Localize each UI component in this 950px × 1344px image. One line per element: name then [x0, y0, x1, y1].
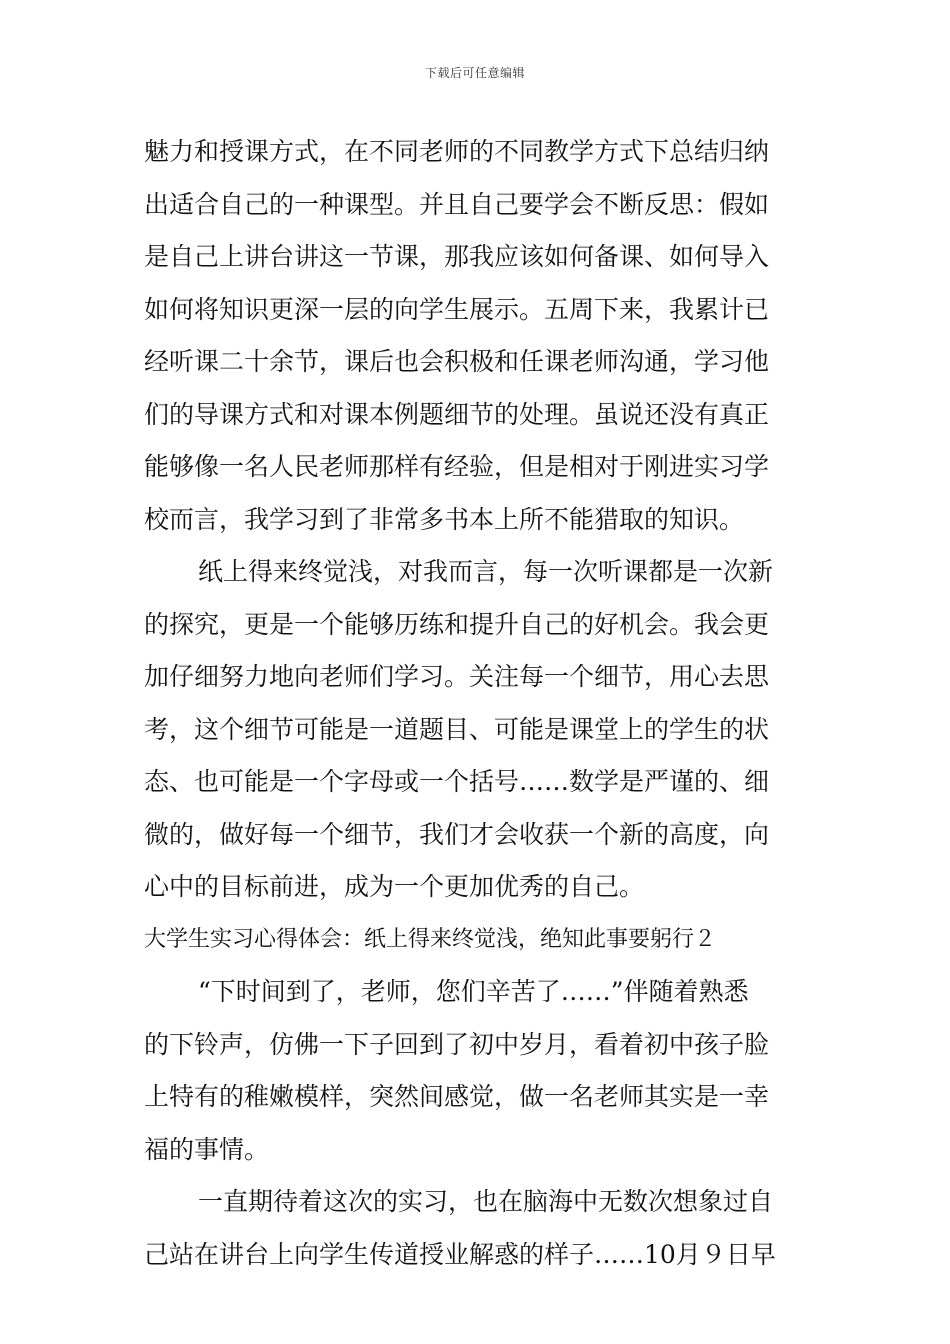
text-line: 福的事情。 — [144, 1134, 270, 1164]
text-line: 的探究，更是一个能够历练和提升自己的好机会。我会更 — [144, 609, 770, 639]
text-line: 态、也可能是一个字母或一个括号……数学是严谨的、细 — [144, 767, 770, 796]
paragraph-start-line: 一直期待着这次的实习，也在脑海中无数次想象过自 — [198, 1187, 774, 1216]
text-line: 校而言，我学习到了非常多书本上所不能猎取的知识。 — [144, 504, 745, 534]
text-line: 是自己上讲台讲这一节课，那我应该如何备课、如何导入 — [144, 242, 770, 271]
text-line: 己站在讲台上向学生传道授业解惑的样子……10月９日早 — [144, 1239, 776, 1269]
paragraph-start-line: 纸上得来终觉浅，对我而言，每一次听课都是一次新 — [198, 557, 774, 586]
text-line: 的下铃声，仿佛一下子回到了初中岁月，看着初中孩子脸 — [144, 1029, 770, 1059]
text-line: 们的导课方式和对课本例题细节的处理。虽说还没有真正 — [144, 399, 770, 429]
paragraph-start-line: “下时间到了，老师，您们辛苦了……”伴随着熟悉 — [198, 977, 749, 1006]
text-line: 考，这个细节可能是一道题目、可能是课堂上的学生的状 — [144, 714, 770, 744]
text-line: 心中的目标前进，成为一个更加优秀的自己。 — [144, 872, 645, 901]
section-title: 大学生实习心得体会：纸上得来终觉浅，绝知此事要躬行２ — [144, 926, 717, 952]
text-line: 如何将知识更深一层的向学生展示。五周下来，我累计已 — [144, 294, 770, 324]
text-line: 微的，做好每一个细节，我们才会收获一个新的高度，向 — [144, 819, 770, 849]
text-line: 能够像一名人民老师那样有经验，但是相对于刚进实习学 — [144, 452, 770, 481]
text-line: 加仔细努力地向老师们学习。关注每一个细节，用心去思 — [144, 662, 770, 691]
text-line: 上特有的稚嫩模样，突然间感觉，做一名老师其实是一幸 — [144, 1082, 770, 1111]
text-line: 出适合自己的一种课型。并且自己要学会不断反思：假如 — [144, 189, 770, 219]
text-line: 经听课二十余节，课后也会积极和任课老师沟通，学习他 — [144, 347, 770, 376]
header-note: 下载后可任意编辑 — [424, 66, 525, 80]
text-line: 魅力和授课方式，在不同老师的不同教学方式下总结归纳 — [144, 137, 770, 166]
document-body — [144, 126, 806, 1281]
